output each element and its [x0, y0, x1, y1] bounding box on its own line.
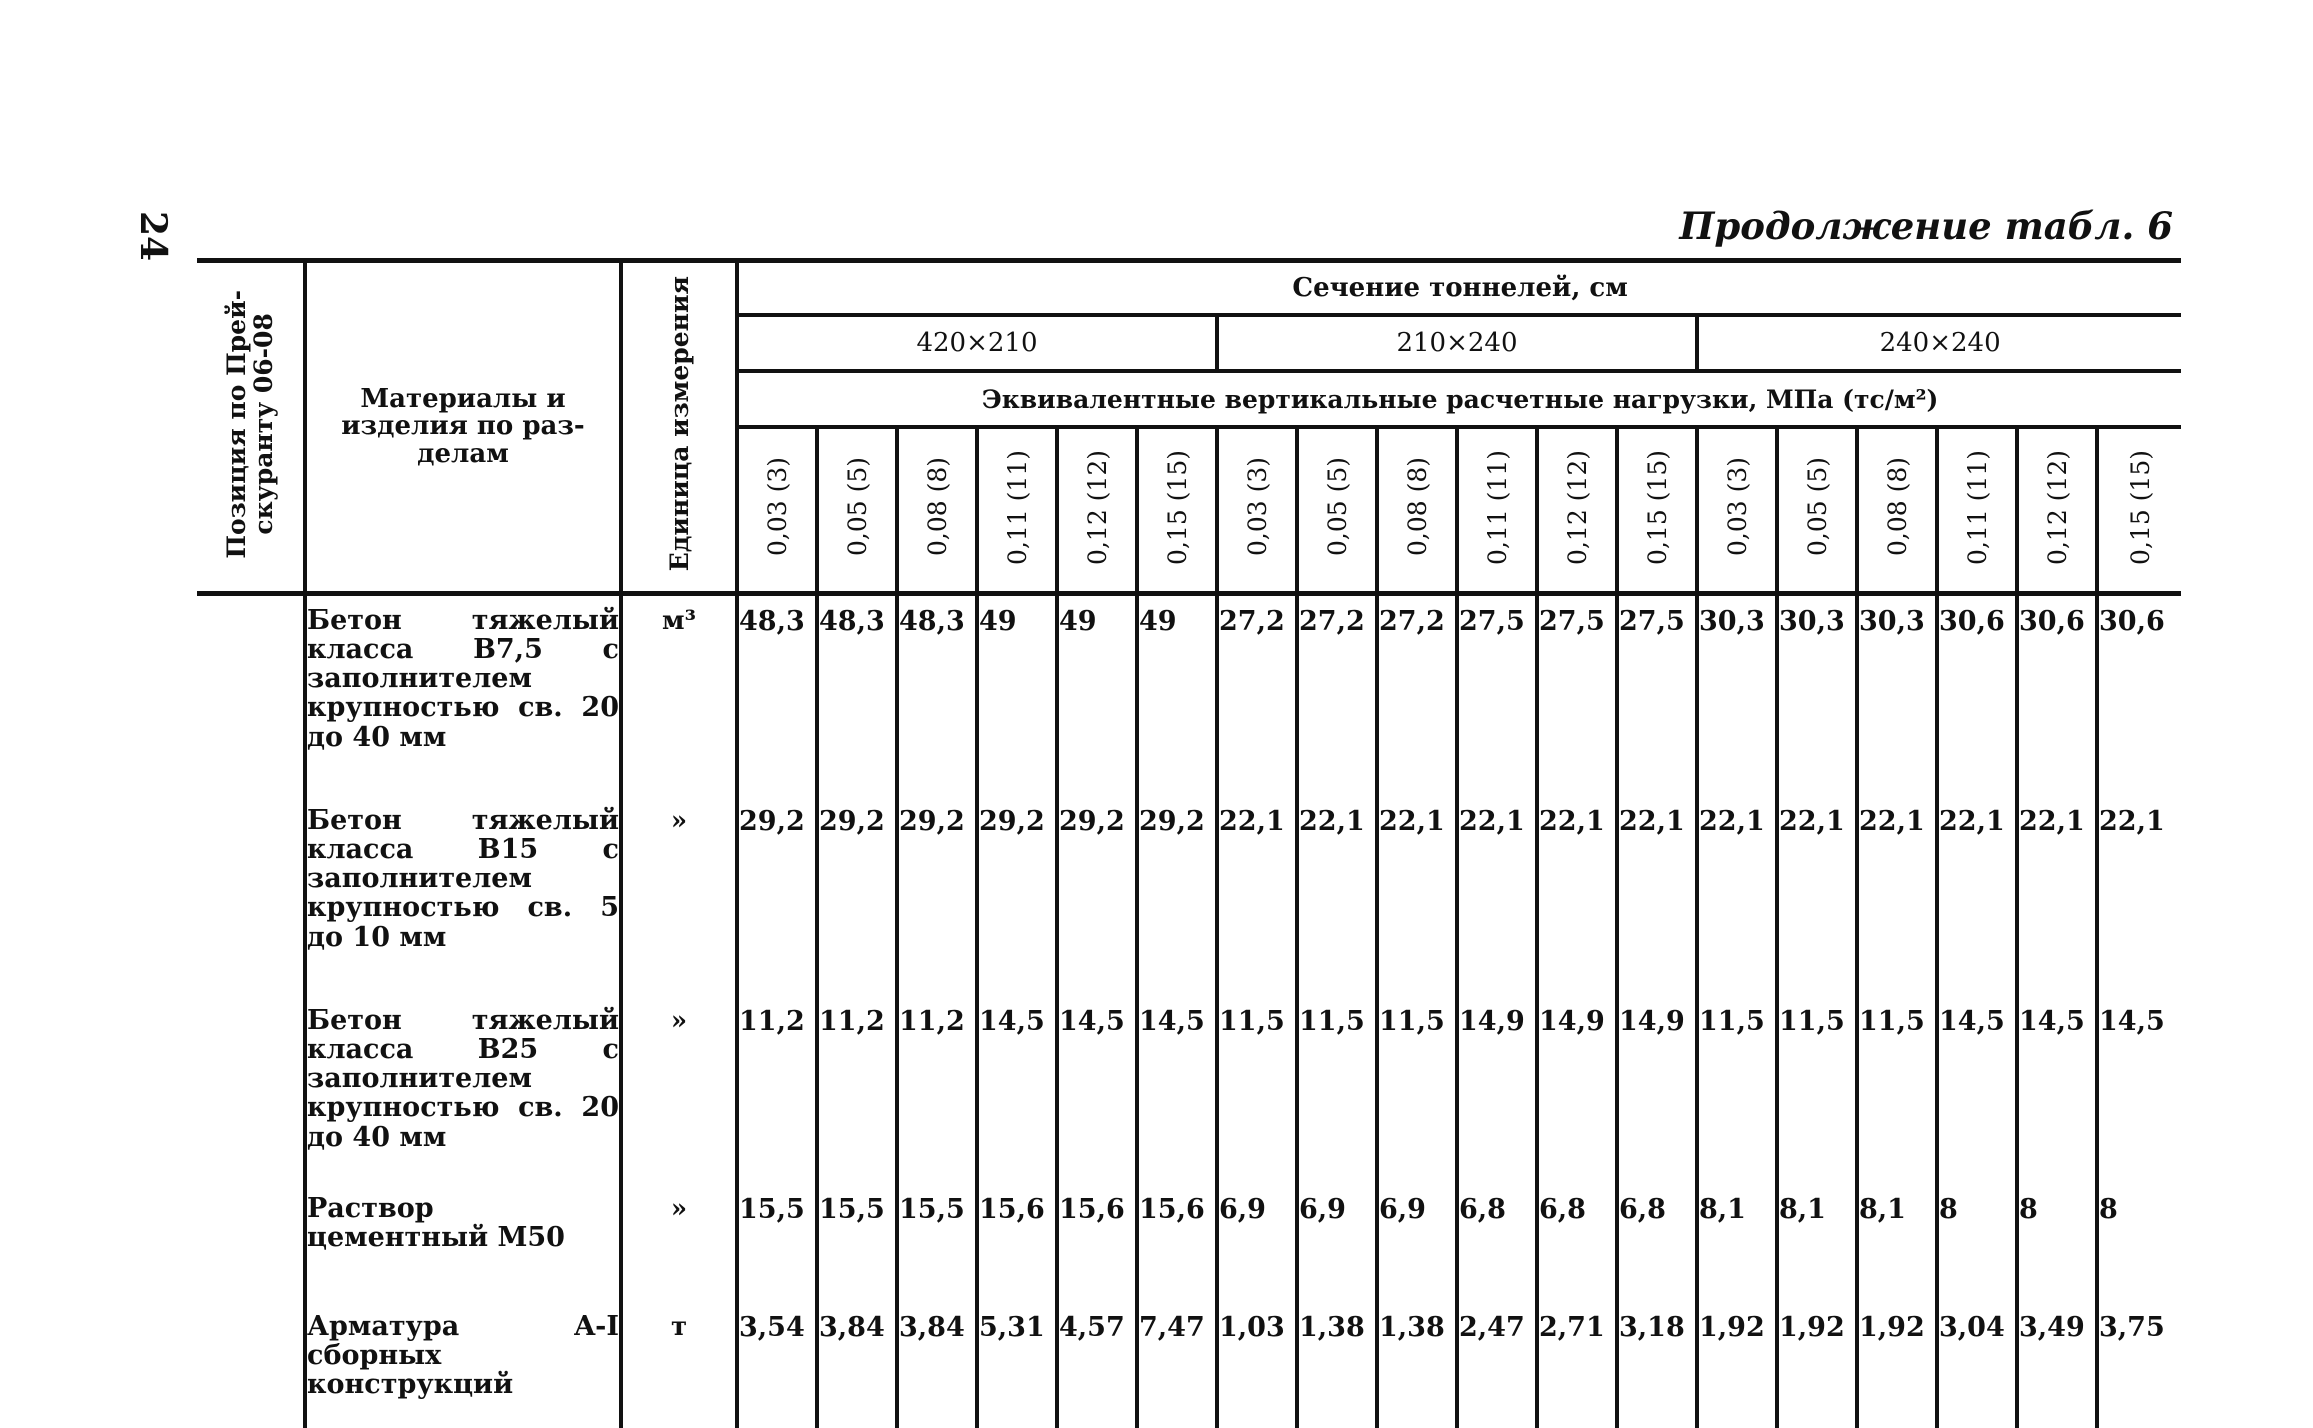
value-cell: 49 [1057, 606, 1137, 806]
gap-cell [1137, 594, 1217, 607]
value-cell: 15,5 [817, 1194, 897, 1312]
page-number: 24 [132, 211, 174, 261]
value-cell: 29,2 [1137, 806, 1217, 1006]
load-header-13 [1697, 427, 1777, 594]
load-header-1 [737, 427, 817, 594]
value-cell: 2,47 [1457, 1312, 1537, 1428]
gap-cell [197, 594, 305, 607]
gap-cell [737, 594, 817, 607]
table-header [197, 261, 2181, 594]
gap-cell [1617, 594, 1697, 607]
value-cell: 3,54 [737, 1312, 817, 1428]
load-header-7 [1217, 427, 1297, 594]
table-caption: Продолжение табл. 6 [1679, 204, 2173, 248]
position-cell [197, 1006, 305, 1194]
position-header-text: Позиция по Прей- скуранту 06-08 [223, 290, 277, 559]
value-cell: 27,5 [1617, 606, 1697, 806]
value-cell: 27,2 [1377, 606, 1457, 806]
value-cell: 8,1 [1857, 1194, 1937, 1312]
value-cell: 4,57 [1057, 1312, 1137, 1428]
value-cell: 11,2 [817, 1006, 897, 1194]
load-header-11 [1537, 427, 1617, 594]
unit-cell: » [621, 1194, 737, 1312]
load-header-6 [1137, 427, 1217, 594]
value-cell: 29,2 [977, 806, 1057, 1006]
value-cell: 27,2 [1297, 606, 1377, 806]
load-header-text: 0,15 (15) [1164, 450, 1191, 565]
value-cell: 22,1 [1857, 806, 1937, 1006]
material-cell: Бетон тяжелый класса В15 с заполнителем крупностью св. 5 до 10 мм [305, 806, 621, 1006]
value-cell: 8 [1937, 1194, 2017, 1312]
gap-cell [1697, 594, 1777, 607]
value-cell: 22,1 [1297, 806, 1377, 1006]
value-cell: 14,5 [2017, 1006, 2097, 1194]
value-cell: 30,3 [1777, 606, 1857, 806]
position-cell [197, 1194, 305, 1312]
value-cell: 11,5 [1377, 1006, 1457, 1194]
value-cell: 29,2 [737, 806, 817, 1006]
value-cell: 11,2 [737, 1006, 817, 1194]
value-cell: 6,9 [1377, 1194, 1457, 1312]
value-cell: 22,1 [1937, 806, 2017, 1006]
table-row [197, 1006, 2181, 1194]
gap-cell [1217, 594, 1297, 607]
value-cell: 3,84 [817, 1312, 897, 1428]
value-cell: 27,2 [1217, 606, 1297, 806]
value-cell: 22,1 [1697, 806, 1777, 1006]
value-cell: 2,71 [1537, 1312, 1617, 1428]
gap-cell [1537, 594, 1617, 607]
load-header-text: 0,15 (15) [1644, 450, 1671, 565]
load-header-15 [1857, 427, 1937, 594]
position-cell [197, 806, 305, 1006]
material-cell: Арматура A-I сборных конструкций [305, 1312, 621, 1428]
materials-header [305, 261, 621, 594]
gap-cell [1937, 594, 2017, 607]
load-header-16 [1937, 427, 2017, 594]
value-cell: 22,1 [1377, 806, 1457, 1006]
value-cell: 48,3 [737, 606, 817, 806]
gap-cell [817, 594, 897, 607]
position-header [197, 261, 305, 594]
gap-cell [1457, 594, 1537, 607]
size-header-3: 240×240 [1697, 315, 2181, 371]
value-cell: 15,5 [737, 1194, 817, 1312]
gap-cell [2017, 594, 2097, 607]
load-header-text: 0,11 (11) [1484, 450, 1511, 565]
value-cell: 30,3 [1857, 606, 1937, 806]
load-header-text: 0,15 (15) [2127, 450, 2154, 565]
load-header-text: 0,03 (3) [1244, 457, 1271, 556]
load-header-text: 0,12 (12) [2044, 450, 2071, 565]
value-cell: 30,6 [1937, 606, 2017, 806]
section-header: Сечение тоннелей, см [737, 261, 2181, 316]
value-cell: 48,3 [817, 606, 897, 806]
value-cell: 22,1 [1537, 806, 1617, 1006]
value-cell: 11,2 [897, 1006, 977, 1194]
value-cell: 3,04 [1937, 1312, 2017, 1428]
value-cell: 8 [2017, 1194, 2097, 1312]
load-header-10 [1457, 427, 1537, 594]
value-cell: 22,1 [1777, 806, 1857, 1006]
load-header-5 [1057, 427, 1137, 594]
gap-cell [1297, 594, 1377, 607]
load-header-4 [977, 427, 1057, 594]
value-cell: 3,49 [2017, 1312, 2097, 1428]
gap-cell [621, 594, 737, 607]
value-cell: 48,3 [897, 606, 977, 806]
value-cell: 11,5 [1857, 1006, 1937, 1194]
load-header-text: 0,05 (5) [1804, 457, 1831, 556]
loads-header: Эквивалентные вертикальные расчетные нагрузки, МПа (тс/м²) [737, 371, 2181, 427]
size-header-1: 420×210 [737, 315, 1217, 371]
unit-cell: » [621, 1006, 737, 1194]
value-cell: 22,1 [2017, 806, 2097, 1006]
load-header-text: 0,12 (12) [1564, 450, 1591, 565]
load-header-text: 0,12 (12) [1084, 450, 1111, 565]
load-header-text: 0,05 (5) [844, 457, 871, 556]
value-cell: 29,2 [897, 806, 977, 1006]
value-cell: 14,5 [977, 1006, 1057, 1194]
value-cell: 5,31 [977, 1312, 1057, 1428]
value-cell: 7,47 [1137, 1312, 1217, 1428]
value-cell: 1,38 [1377, 1312, 1457, 1428]
gap-cell [1377, 594, 1457, 607]
value-cell: 15,6 [1137, 1194, 1217, 1312]
value-cell: 14,5 [1057, 1006, 1137, 1194]
value-cell: 29,2 [1057, 806, 1137, 1006]
unit-cell: т [621, 1312, 737, 1428]
value-cell: 8 [2097, 1194, 2181, 1312]
value-cell: 6,8 [1457, 1194, 1537, 1312]
unit-cell: м³ [621, 606, 737, 806]
position-cell [197, 1312, 305, 1428]
value-cell: 27,5 [1457, 606, 1537, 806]
material-cell: Раствор цементный М50 [305, 1194, 621, 1312]
load-header-9 [1377, 427, 1457, 594]
value-cell: 22,1 [2097, 806, 2181, 1006]
load-header-2 [817, 427, 897, 594]
value-cell: 6,8 [1617, 1194, 1697, 1312]
value-cell: 49 [1137, 606, 1217, 806]
value-cell: 14,9 [1457, 1006, 1537, 1194]
value-cell: 3,18 [1617, 1312, 1697, 1428]
material-cell: Бетон тяжелый класса В25 с заполнителем крупностью св. 20 до 40 мм [305, 1006, 621, 1194]
table-body [197, 594, 2181, 1428]
value-cell: 49 [977, 606, 1057, 806]
value-cell: 1,92 [1857, 1312, 1937, 1428]
load-header-text: 0,11 (11) [1964, 450, 1991, 565]
value-cell: 22,1 [1217, 806, 1297, 1006]
value-cell: 15,6 [977, 1194, 1057, 1312]
value-cell: 14,5 [1137, 1006, 1217, 1194]
value-cell: 14,9 [1537, 1006, 1617, 1194]
material-cell: Бетон тяжелый класса В7,5 с заполнителем крупностью св. 20 до 40 мм [305, 606, 621, 806]
value-cell: 22,1 [1617, 806, 1697, 1006]
position-cell [197, 606, 305, 806]
value-cell: 11,5 [1697, 1006, 1777, 1194]
gap-cell [977, 594, 1057, 607]
gap-cell [1857, 594, 1937, 607]
unit-header-text: Единица измерения [666, 276, 693, 571]
gap-cell [897, 594, 977, 607]
materials-header-text: Материалы и изделия по раз- делам [307, 386, 619, 468]
load-header-17 [2017, 427, 2097, 594]
materials-table [197, 258, 2181, 1428]
load-header-text: 0,08 (8) [1884, 457, 1911, 556]
value-cell: 29,2 [817, 806, 897, 1006]
gap-cell [2097, 594, 2181, 607]
table-row [197, 806, 2181, 1006]
unit-cell: » [621, 806, 737, 1006]
load-header-text: 0,05 (5) [1324, 457, 1351, 556]
value-cell: 11,5 [1297, 1006, 1377, 1194]
load-header-8 [1297, 427, 1377, 594]
value-cell: 1,38 [1297, 1312, 1377, 1428]
table-row [197, 1312, 2181, 1428]
gap-cell [1777, 594, 1857, 607]
value-cell: 11,5 [1217, 1006, 1297, 1194]
size-header-2: 210×240 [1217, 315, 1697, 371]
value-cell: 30,6 [2017, 606, 2097, 806]
gap-cell [1057, 594, 1137, 607]
value-cell: 6,9 [1297, 1194, 1377, 1312]
value-cell: 6,8 [1537, 1194, 1617, 1312]
value-cell: 11,5 [1777, 1006, 1857, 1194]
value-cell: 8,1 [1777, 1194, 1857, 1312]
load-header-text: 0,08 (8) [1404, 457, 1431, 556]
value-cell: 1,92 [1777, 1312, 1857, 1428]
unit-header [621, 261, 737, 594]
value-cell: 8,1 [1697, 1194, 1777, 1312]
table-row [197, 606, 2181, 806]
load-header-text: 0,08 (8) [924, 457, 951, 556]
load-header-text: 0,03 (3) [764, 457, 791, 556]
value-cell: 14,5 [1937, 1006, 2017, 1194]
value-cell: 14,5 [2097, 1006, 2181, 1194]
value-cell: 3,84 [897, 1312, 977, 1428]
value-cell: 3,75 [2097, 1312, 2181, 1428]
value-cell: 30,3 [1697, 606, 1777, 806]
load-header-text: 0,03 (3) [1724, 457, 1751, 556]
load-header-12 [1617, 427, 1697, 594]
value-cell: 22,1 [1457, 806, 1537, 1006]
value-cell: 14,9 [1617, 1006, 1697, 1194]
load-header-3 [897, 427, 977, 594]
value-cell: 6,9 [1217, 1194, 1297, 1312]
load-header-14 [1777, 427, 1857, 594]
value-cell: 27,5 [1537, 606, 1617, 806]
value-cell: 1,03 [1217, 1312, 1297, 1428]
value-cell: 30,6 [2097, 606, 2181, 806]
value-cell: 1,92 [1697, 1312, 1777, 1428]
value-cell: 15,5 [897, 1194, 977, 1312]
load-header-text: 0,11 (11) [1004, 450, 1031, 565]
table-row [197, 1194, 2181, 1312]
value-cell: 15,6 [1057, 1194, 1137, 1312]
load-header-18 [2097, 427, 2181, 594]
